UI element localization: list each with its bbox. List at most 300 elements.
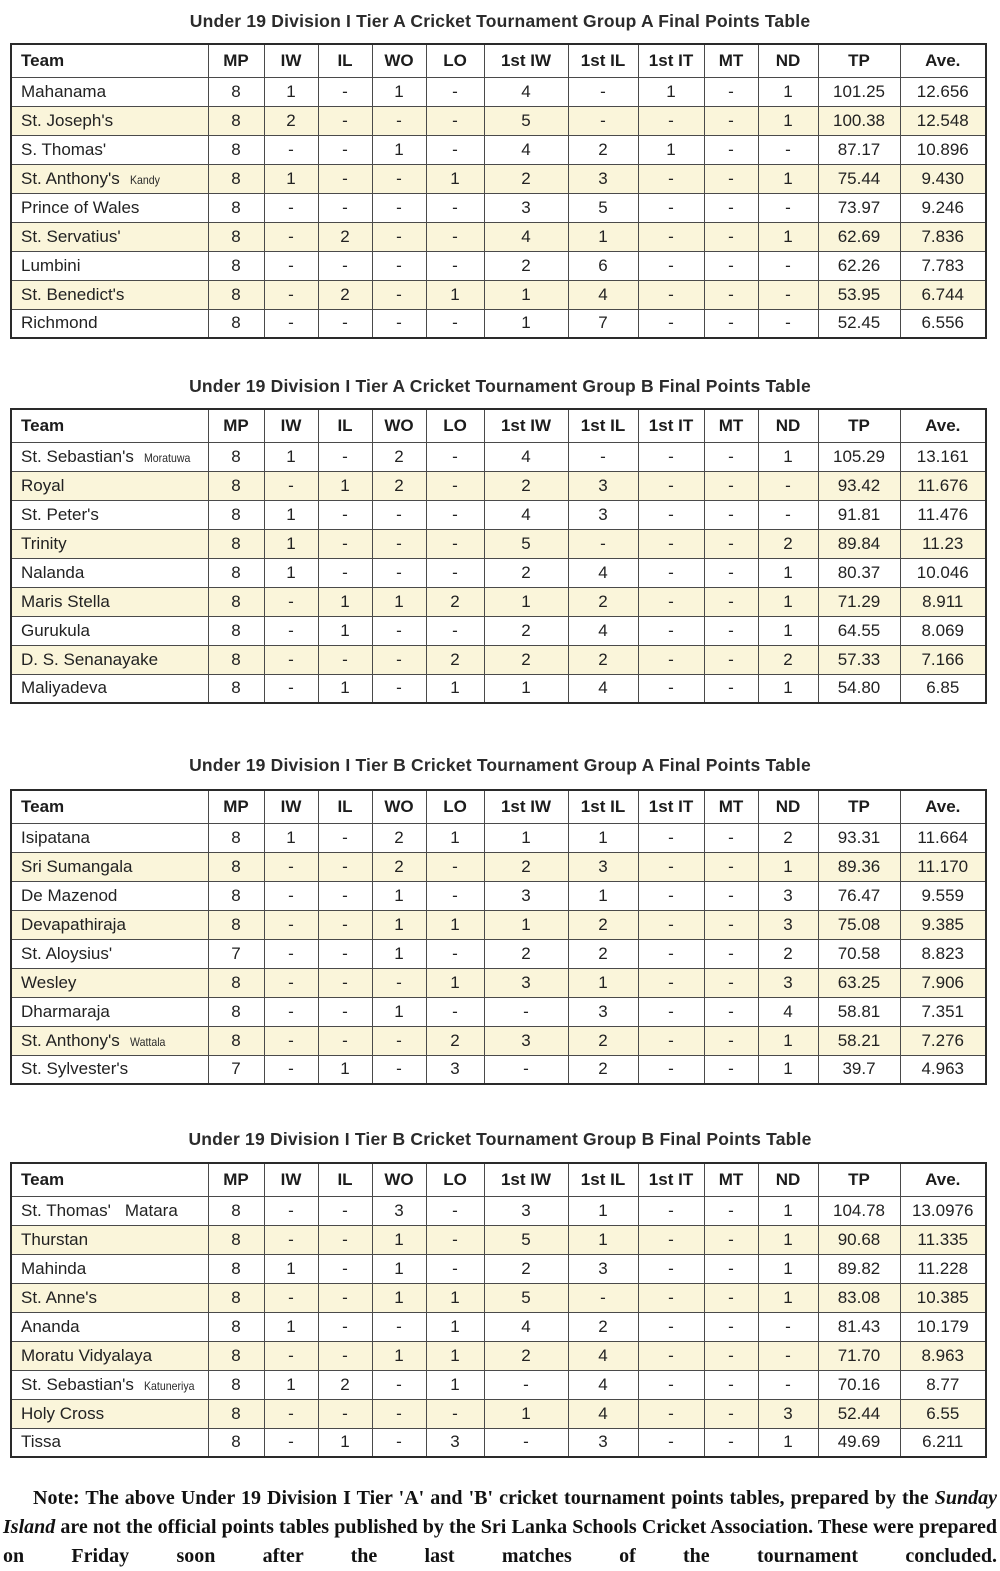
stat-cell: 2 (484, 471, 568, 500)
team-name: De Mazenod (21, 885, 118, 905)
stat-cell: 8 (208, 135, 264, 164)
stat-cell: 4 (568, 558, 638, 587)
stat-cell: - (426, 881, 484, 910)
stat-cell: 7.836 (900, 222, 986, 251)
stat-cell: 2 (318, 280, 372, 309)
stat-cell: - (638, 500, 704, 529)
stat-cell: 1 (264, 1312, 318, 1341)
page (0, 11, 1000, 1571)
column-header-il: IL (318, 409, 372, 442)
stat-cell: - (318, 251, 372, 280)
stat-cell: - (426, 309, 484, 338)
team-name: Thurstan (21, 1229, 89, 1249)
header-row (11, 790, 986, 823)
team-name-cell (11, 222, 208, 251)
table-row (11, 616, 986, 645)
team-name-cell (11, 77, 208, 106)
stat-cell: - (264, 1026, 318, 1055)
stat-cell: 1 (758, 164, 818, 193)
column-header-mp: MP (208, 1163, 264, 1196)
stat-cell: - (264, 616, 318, 645)
stat-cell: 8 (208, 881, 264, 910)
stat-cell: 1 (372, 881, 426, 910)
table-row (11, 645, 986, 674)
team-name-cell (11, 1026, 208, 1055)
stat-cell: 8 (208, 106, 264, 135)
stat-cell: - (638, 1370, 704, 1399)
stat-cell: 4.963 (900, 1055, 986, 1084)
stat-cell: 5 (484, 106, 568, 135)
stat-cell: 83.08 (818, 1283, 900, 1312)
stat-cell: - (264, 135, 318, 164)
table-title: Under 19 Division I Tier A Cricket Tournament Group B Final Points Table (189, 376, 811, 396)
table-row (11, 881, 986, 910)
stat-cell: 1 (568, 1225, 638, 1254)
stat-cell: - (318, 164, 372, 193)
team-name-cell (11, 1196, 208, 1225)
stat-cell: - (318, 852, 372, 881)
stat-cell: 8 (208, 529, 264, 558)
stat-cell: 8 (208, 616, 264, 645)
stat-cell: - (704, 1399, 758, 1428)
column-header-nd: ND (758, 790, 818, 823)
stat-cell: - (568, 106, 638, 135)
team-name: St. Sebastian's (21, 1374, 134, 1394)
header-row (11, 1163, 986, 1196)
team-name: St. Servatius' (21, 226, 121, 246)
stat-cell: 2 (484, 616, 568, 645)
team-name-cell (11, 674, 208, 703)
stat-cell: 3 (758, 1399, 818, 1428)
stat-cell: 8 (208, 1370, 264, 1399)
stat-cell: 5 (484, 1283, 568, 1312)
stat-cell: 6.85 (900, 674, 986, 703)
stat-cell: - (426, 135, 484, 164)
stat-cell: 7 (208, 939, 264, 968)
stat-cell: 71.70 (818, 1341, 900, 1370)
column-header-mp: MP (208, 44, 264, 77)
note-suffix: are not the official points tables published by the Sri Lanka Schools Cricket Association. These were prepared on Friday soon after the last matches of the tournament concluded. (3, 1516, 997, 1567)
stat-cell: 10.179 (900, 1312, 986, 1341)
stat-cell: - (426, 616, 484, 645)
stat-cell: 2 (568, 1312, 638, 1341)
stat-cell: 105.29 (818, 442, 900, 471)
table-row (11, 558, 986, 587)
table-row (11, 1026, 986, 1055)
stat-cell: 8 (208, 852, 264, 881)
table-row (11, 193, 986, 222)
team-name-cell (11, 471, 208, 500)
stat-cell: 10.896 (900, 135, 986, 164)
stat-cell: 1 (758, 1026, 818, 1055)
team-name: St. Thomas' (21, 1200, 111, 1220)
stat-cell: 2 (484, 164, 568, 193)
stat-cell: 1 (264, 442, 318, 471)
stat-cell: 91.81 (818, 500, 900, 529)
stat-cell: 1 (372, 939, 426, 968)
table-row (11, 823, 986, 852)
stat-cell: 81.43 (818, 1312, 900, 1341)
stat-cell: - (704, 471, 758, 500)
stat-cell: 2 (568, 645, 638, 674)
stat-cell: 8 (208, 1399, 264, 1428)
stat-cell: - (318, 442, 372, 471)
stat-cell: 13.161 (900, 442, 986, 471)
column-header-1st-it: 1st IT (638, 790, 704, 823)
table-row (11, 1254, 986, 1283)
stat-cell: - (318, 309, 372, 338)
stat-cell: 1 (758, 1428, 818, 1457)
team-name: St. Sebastian's (21, 446, 134, 466)
stat-cell: 54.80 (818, 674, 900, 703)
stat-cell: 1 (318, 616, 372, 645)
stat-cell: 100.38 (818, 106, 900, 135)
stat-cell: 89.82 (818, 1254, 900, 1283)
team-name: St. Anthony's (21, 168, 120, 188)
stat-cell: 8 (208, 997, 264, 1026)
stat-cell: - (264, 674, 318, 703)
stat-cell: 62.69 (818, 222, 900, 251)
stat-cell: 2 (568, 587, 638, 616)
stat-cell: - (704, 674, 758, 703)
stat-cell: - (264, 997, 318, 1026)
stat-cell: - (426, 222, 484, 251)
stat-cell: - (704, 251, 758, 280)
stat-cell: 1 (426, 1312, 484, 1341)
team-name: Maris Stella (21, 591, 110, 611)
stat-cell: - (264, 1428, 318, 1457)
stat-cell: 1 (484, 587, 568, 616)
stat-cell: - (264, 881, 318, 910)
stat-cell: 1 (372, 1341, 426, 1370)
stat-cell: 4 (568, 280, 638, 309)
stat-cell: 90.68 (818, 1225, 900, 1254)
column-header-team: Team (11, 409, 208, 442)
stat-cell: 1 (372, 1283, 426, 1312)
stat-cell: - (484, 997, 568, 1026)
stat-cell: - (264, 280, 318, 309)
stat-cell: - (758, 1370, 818, 1399)
stat-cell: - (638, 1026, 704, 1055)
stat-cell: - (758, 193, 818, 222)
stat-cell: - (704, 1341, 758, 1370)
stat-cell: - (264, 1341, 318, 1370)
stat-cell: - (704, 997, 758, 1026)
team-name-cell (11, 251, 208, 280)
stat-cell: - (704, 77, 758, 106)
stat-cell: - (638, 442, 704, 471)
stat-cell: 3 (426, 1055, 484, 1084)
team-city-label: Katuneriya (143, 1378, 195, 1393)
table-row (11, 471, 986, 500)
stat-cell: 1 (372, 587, 426, 616)
stat-cell: 1 (568, 823, 638, 852)
stat-cell: - (704, 823, 758, 852)
stat-cell: 1 (484, 674, 568, 703)
stat-cell: - (372, 500, 426, 529)
stat-cell: 8 (208, 309, 264, 338)
team-name: Ananda (21, 1316, 80, 1336)
stat-cell: - (372, 222, 426, 251)
column-header-tp: TP (818, 409, 900, 442)
stat-cell: - (318, 1026, 372, 1055)
stat-cell: - (372, 1312, 426, 1341)
team-name: Isipatana (21, 827, 90, 847)
stat-cell: 1 (484, 280, 568, 309)
stat-cell: - (638, 616, 704, 645)
stat-cell: 75.08 (818, 910, 900, 939)
stat-cell: 57.33 (818, 645, 900, 674)
stat-cell: 7.276 (900, 1026, 986, 1055)
table-row (11, 1196, 986, 1225)
team-name-cell (11, 309, 208, 338)
column-header-ave: Ave. (900, 1163, 986, 1196)
stat-cell: - (372, 616, 426, 645)
stat-cell: 3 (568, 1254, 638, 1283)
stat-cell: 3 (484, 1026, 568, 1055)
stat-cell: 8 (208, 1312, 264, 1341)
column-header-iw: IW (264, 790, 318, 823)
team-name-cell (11, 997, 208, 1026)
stat-cell: 3 (484, 881, 568, 910)
stat-cell: 2 (372, 852, 426, 881)
stat-cell: 1 (758, 442, 818, 471)
stat-cell: - (372, 280, 426, 309)
stat-cell: 89.36 (818, 852, 900, 881)
stat-cell: 8 (208, 1026, 264, 1055)
stat-cell: 52.44 (818, 1399, 900, 1428)
stat-cell: - (704, 1254, 758, 1283)
stat-cell: - (426, 1399, 484, 1428)
team-name: Maliyadeva (21, 678, 107, 698)
stat-cell: - (426, 529, 484, 558)
stat-cell: 39.7 (818, 1055, 900, 1084)
tier-a-group-a-section (0, 11, 1000, 339)
stat-cell: 8 (208, 968, 264, 997)
stat-cell: 2 (484, 645, 568, 674)
table-row (11, 77, 986, 106)
stat-cell: 70.58 (818, 939, 900, 968)
stat-cell: - (704, 910, 758, 939)
stat-cell: 3 (758, 910, 818, 939)
stat-cell: - (638, 1341, 704, 1370)
stat-cell: 2 (568, 135, 638, 164)
team-name: St. Anthony's (21, 1030, 120, 1050)
stat-cell: - (704, 645, 758, 674)
stat-cell: - (318, 1341, 372, 1370)
table-row (11, 910, 986, 939)
stat-cell: 8 (208, 1225, 264, 1254)
table-row (11, 1055, 986, 1084)
stat-cell: 12.656 (900, 77, 986, 106)
stat-cell: - (568, 442, 638, 471)
stat-cell: 8 (208, 77, 264, 106)
column-header-1st-iw: 1st IW (484, 44, 568, 77)
stat-cell: 4 (484, 500, 568, 529)
stat-cell: 73.97 (818, 193, 900, 222)
stat-cell: 2 (484, 558, 568, 587)
table-row (11, 1312, 986, 1341)
stat-cell: 8.823 (900, 939, 986, 968)
column-header-1st-iw: 1st IW (484, 1163, 568, 1196)
column-header-nd: ND (758, 409, 818, 442)
stat-cell: 2 (484, 852, 568, 881)
column-header-1st-iw: 1st IW (484, 790, 568, 823)
stat-cell: 8.963 (900, 1341, 986, 1370)
stat-cell: - (264, 1196, 318, 1225)
stat-cell: 1 (372, 77, 426, 106)
stat-cell: 4 (484, 77, 568, 106)
stat-cell: 3 (484, 193, 568, 222)
column-header-iw: IW (264, 44, 318, 77)
stat-cell: 3 (568, 852, 638, 881)
stat-cell: 2 (372, 823, 426, 852)
stat-cell: - (638, 529, 704, 558)
stat-cell: 1 (372, 1254, 426, 1283)
stat-cell: - (372, 529, 426, 558)
table-row (11, 1399, 986, 1428)
stat-cell: - (264, 939, 318, 968)
stat-cell: - (704, 442, 758, 471)
stat-cell: - (426, 939, 484, 968)
stat-cell: - (758, 500, 818, 529)
team-name-cell (11, 852, 208, 881)
stat-cell: 3 (426, 1428, 484, 1457)
tier-b-group-a-section (0, 755, 1000, 1085)
stat-cell: 11.676 (900, 471, 986, 500)
team-name: Mahinda (21, 1258, 87, 1278)
stat-cell: 5 (484, 1225, 568, 1254)
tier-a-group-b-section (0, 376, 1000, 704)
team-name: St. Joseph's (21, 110, 114, 130)
stat-cell: 1 (318, 1428, 372, 1457)
stat-cell: 1 (264, 529, 318, 558)
stat-cell: 8.911 (900, 587, 986, 616)
stat-cell: 2 (264, 106, 318, 135)
stat-cell: - (264, 587, 318, 616)
table-row (11, 280, 986, 309)
team-name-cell (11, 1254, 208, 1283)
stat-cell: 2 (484, 939, 568, 968)
stat-cell: - (426, 1254, 484, 1283)
team-name: Wesley (21, 972, 77, 992)
team-name-cell (11, 910, 208, 939)
stat-cell: 1 (372, 1225, 426, 1254)
stat-cell: - (638, 309, 704, 338)
stat-cell: 8 (208, 910, 264, 939)
stat-cell: - (568, 529, 638, 558)
column-header-tp: TP (818, 790, 900, 823)
stat-cell: - (638, 910, 704, 939)
stat-cell: - (704, 193, 758, 222)
stat-cell: 12.548 (900, 106, 986, 135)
stat-cell: 2 (318, 222, 372, 251)
stat-cell: - (638, 1283, 704, 1312)
stat-cell: 8 (208, 1341, 264, 1370)
stat-cell: 7 (568, 309, 638, 338)
points-table (10, 43, 987, 339)
stat-cell: 3 (568, 164, 638, 193)
team-city-label: Moratuwa (143, 450, 191, 465)
team-name: St. Sylvester's (21, 1059, 129, 1079)
stat-cell: 8 (208, 500, 264, 529)
stat-cell: 1 (638, 135, 704, 164)
stat-cell: 11.476 (900, 500, 986, 529)
team-name: Lumbini (21, 255, 81, 275)
stat-cell: - (758, 471, 818, 500)
table-title: Under 19 Division I Tier B Cricket Tournament Group B Final Points Table (188, 1129, 812, 1149)
stat-cell: 93.31 (818, 823, 900, 852)
stat-cell: - (426, 193, 484, 222)
stat-cell: 104.78 (818, 1196, 900, 1225)
team-name-cell (11, 587, 208, 616)
team-name-cell (11, 939, 208, 968)
header-row (11, 409, 986, 442)
stat-cell: - (758, 135, 818, 164)
column-header-il: IL (318, 44, 372, 77)
stat-cell: - (426, 500, 484, 529)
stat-cell: 4 (568, 674, 638, 703)
stat-cell: - (426, 1225, 484, 1254)
stat-cell: - (704, 1370, 758, 1399)
stat-cell: - (264, 910, 318, 939)
team-name-cell (11, 164, 208, 193)
column-header-lo: LO (426, 1163, 484, 1196)
column-header-iw: IW (264, 1163, 318, 1196)
table-row (11, 1283, 986, 1312)
stat-cell: - (704, 1312, 758, 1341)
stat-cell: - (704, 939, 758, 968)
stat-cell: - (484, 1370, 568, 1399)
column-header-1st-il: 1st IL (568, 790, 638, 823)
stat-cell: - (318, 939, 372, 968)
stat-cell: - (704, 1196, 758, 1225)
stat-cell: 1 (264, 164, 318, 193)
table-row (11, 500, 986, 529)
stat-cell: - (638, 1312, 704, 1341)
stat-cell: 70.16 (818, 1370, 900, 1399)
stat-cell: 1 (372, 910, 426, 939)
stat-cell: - (638, 106, 704, 135)
stat-cell: - (264, 645, 318, 674)
stat-cell: 2 (758, 823, 818, 852)
stat-cell: 2 (372, 442, 426, 471)
stat-cell: - (318, 1196, 372, 1225)
stat-cell: - (638, 222, 704, 251)
stat-cell: 3 (568, 500, 638, 529)
stat-cell: - (568, 1283, 638, 1312)
editorial-note (3, 1484, 997, 1571)
column-header-mt: MT (704, 44, 758, 77)
stat-cell: - (318, 1283, 372, 1312)
stat-cell: 10.046 (900, 558, 986, 587)
stat-cell: - (704, 1026, 758, 1055)
stat-cell: 4 (484, 1312, 568, 1341)
stat-cell: 1 (484, 309, 568, 338)
stat-cell: 93.42 (818, 471, 900, 500)
column-header-tp: TP (818, 1163, 900, 1196)
table-row (11, 852, 986, 881)
stat-cell: - (704, 968, 758, 997)
stat-cell: 1 (372, 135, 426, 164)
team-name-cell (11, 135, 208, 164)
stat-cell: - (758, 309, 818, 338)
stat-cell: - (318, 193, 372, 222)
stat-cell: 4 (568, 1370, 638, 1399)
stat-cell: 49.69 (818, 1428, 900, 1457)
stat-cell: 7.351 (900, 997, 986, 1026)
stat-cell: 8 (208, 280, 264, 309)
